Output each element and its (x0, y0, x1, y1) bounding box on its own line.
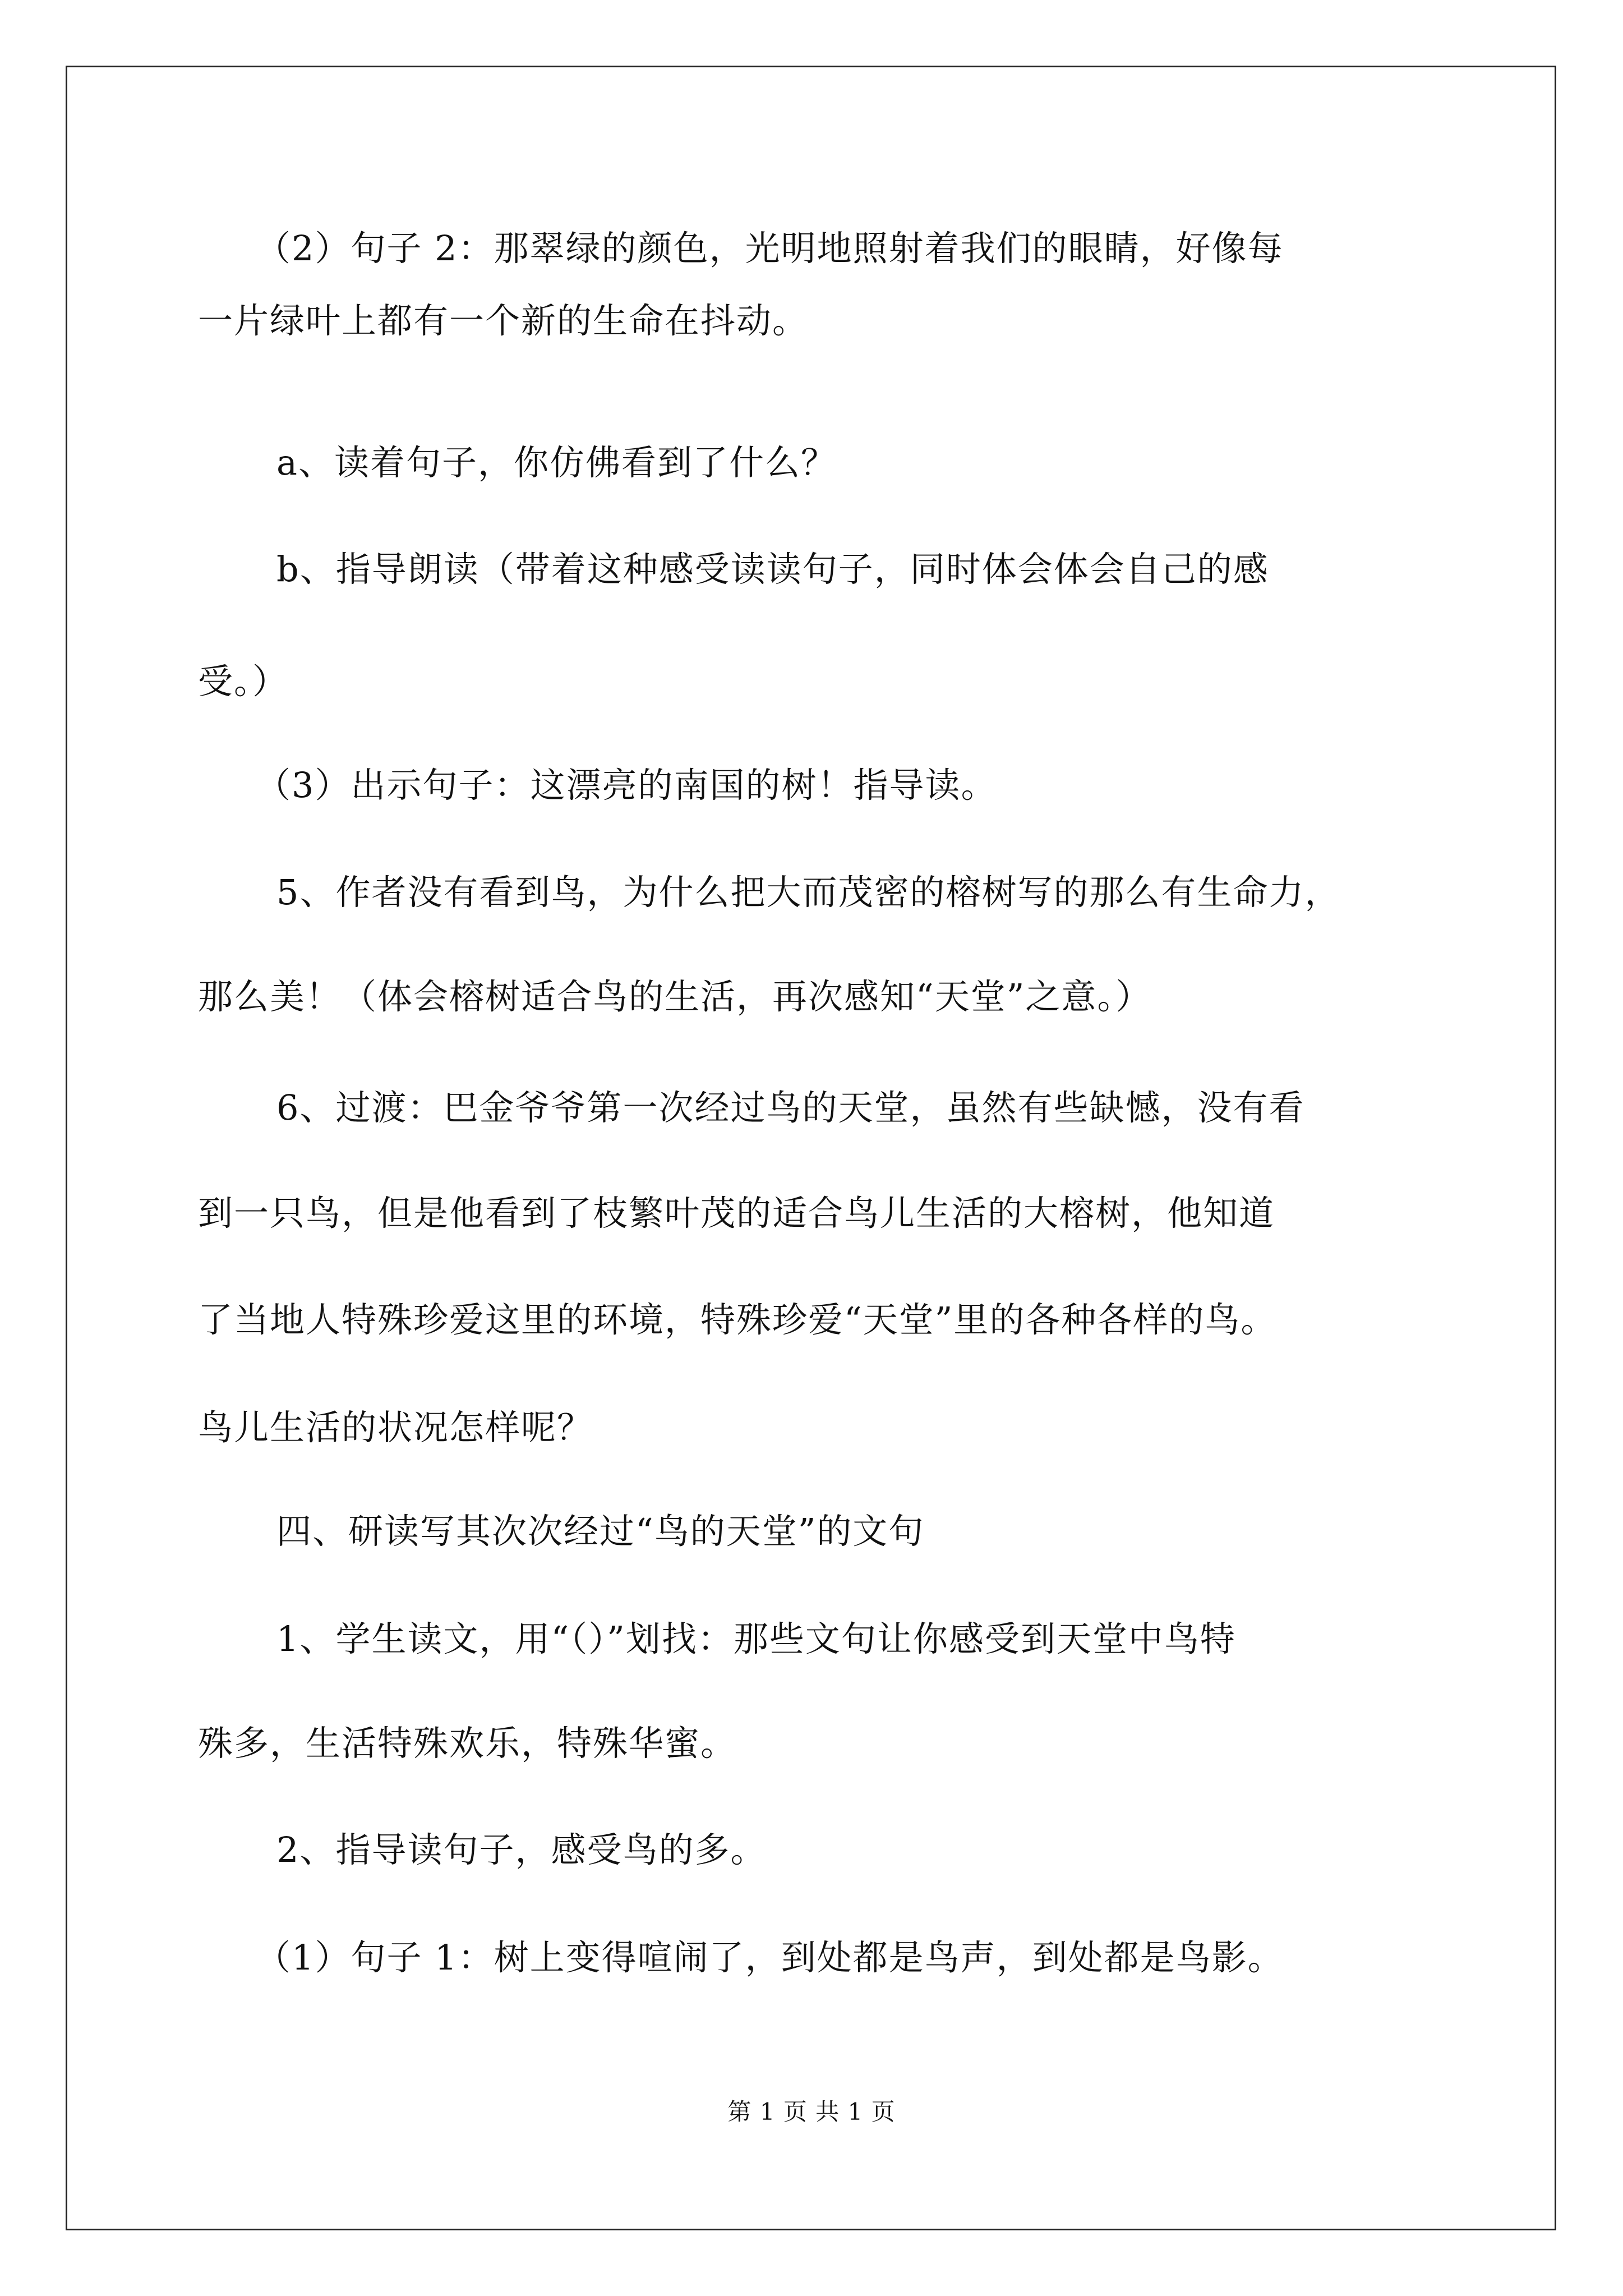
page-footer: 第 1 页 共 1 页 (727, 2098, 896, 2125)
paragraph-line: 一片绿叶上都有一个新的生命在抖动。 (198, 300, 809, 341)
page-border (66, 66, 1556, 2230)
paragraph-line: （1）句子 1：树上变得喧闹了，到处都是鸟声，到处都是鸟影。 (256, 1937, 1284, 1978)
paragraph-line: 了当地人特殊珍爱这里的环境，特殊珍爱“天堂”里的各种各样的鸟。 (198, 1299, 1277, 1340)
paragraph-line: 1、学生读文，用“（）”划找：那些文句让你感受到天堂中鸟特 (276, 1618, 1236, 1659)
paragraph-line: b、指导朗读（带着这种感受读读句子，同时体会体会自己的感 (276, 549, 1269, 590)
paragraph-line: （3）出示句子：这漂亮的南国的树！指导读。 (256, 765, 997, 806)
paragraph-line: a、读着句子，你仿佛看到了什么？ (276, 442, 837, 483)
paragraph-line: 6、过渡：巴金爷爷第一次经过鸟的天堂，虽然有些缺憾，没有看 (276, 1087, 1305, 1128)
paragraph-line: （2）句子 2：那翠绿的颜色，光明地照射着我们的眼睛，好像每 (256, 228, 1284, 269)
paragraph-line: 5、作者没有看到鸟，为什么把大而茂密的榕树写的那么有生命力， (276, 872, 1341, 913)
paragraph-line: 受。） (198, 661, 289, 702)
section-heading: 四、研读写其次次经过“鸟的天堂”的文句 (276, 1511, 925, 1552)
paragraph-line: 殊多，生活特殊欢乐，特殊华蜜。 (198, 1723, 737, 1764)
paragraph-line: 鸟儿生活的状况怎样呢？ (198, 1407, 593, 1448)
paragraph-line: 2、指导读句子，感受鸟的多。 (276, 1829, 767, 1870)
paragraph-line: 到一只鸟，但是他看到了枝繁叶茂的适合鸟儿生活的大榕树，他知道 (198, 1193, 1275, 1234)
paragraph-line: 那么美！（体会榕树适合鸟的生活，再次感知“天堂”之意。） (198, 976, 1152, 1017)
